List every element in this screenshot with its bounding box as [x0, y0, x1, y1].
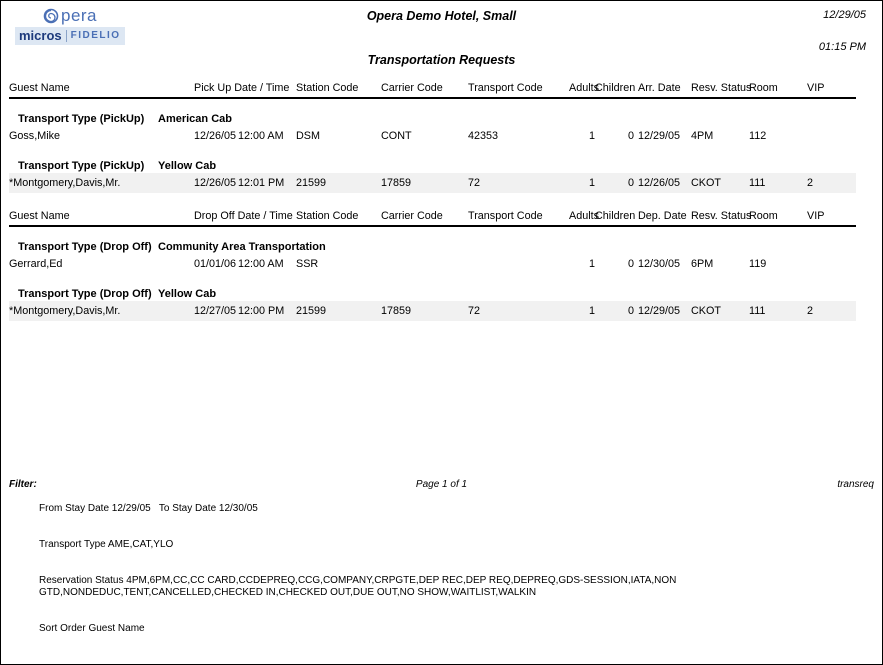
- dropoff-column-header-row: [9, 209, 856, 227]
- report-body: [1, 81, 882, 321]
- cell-date: 12/26/05: [194, 177, 237, 189]
- cell-time: 12:01 PM: [238, 177, 285, 189]
- table-row: [9, 254, 856, 274]
- print-date: 12/29/05: [823, 9, 866, 21]
- col-resv-status: Resv. Status: [691, 82, 752, 94]
- section-gap: [9, 193, 856, 209]
- cell-carrier: CONT: [381, 130, 412, 142]
- group-value: Community Area Transportation: [158, 241, 326, 253]
- cell-carrier: 17859: [381, 177, 412, 189]
- cell-adults: 1: [588, 177, 595, 189]
- cell-vip: 2: [807, 177, 814, 189]
- cell-resv-status: 6PM: [691, 258, 714, 270]
- cell-guest: *Montgomery,Davis,Mr.: [9, 305, 121, 317]
- col-vip: VIP: [807, 210, 825, 222]
- filter-transport-type: Transport Type AME,CAT,YLO: [39, 539, 174, 550]
- cell-resv-status: CKOT: [691, 305, 721, 317]
- group-header: [9, 283, 856, 300]
- cell-station: SSR: [296, 258, 319, 270]
- cell-station: 21599: [296, 305, 327, 317]
- cell-room: 112: [749, 130, 767, 142]
- hotel-name: Opera Demo Hotel, Small: [366, 9, 517, 23]
- cell-transport: 42353: [468, 130, 499, 142]
- report-footer: [1, 479, 882, 659]
- cell-guest: *Montgomery,Davis,Mr.: [9, 177, 121, 189]
- report-title: Transportation Requests: [367, 53, 516, 67]
- col-transport-code: Transport Code: [468, 82, 543, 94]
- group-value: American Cab: [158, 113, 232, 125]
- col-room: Room: [749, 210, 778, 222]
- cell-children: 0: [627, 130, 634, 142]
- filter-reservation-status: Reservation Status 4PM,6PM,CC,CC CARD,CCDEPREQ,CCG,COMPANY,CRPGTE,DEP REC,DEP REQ,DEPREQ,GDS-SESSION,IATA,NON GTD,NONDEDUC,TENT,CANCELLED,CHECKED IN,CHECKED OUT,DUE OUT,NO SHOW,WAITLIST,WALKIN: [39, 575, 680, 598]
- cell-transport: 72: [468, 305, 481, 317]
- micros-fidelio-wordmark: [15, 27, 125, 45]
- cell-station: 21599: [296, 177, 327, 189]
- col-children: Children: [595, 210, 636, 222]
- filter-stay-dates: From Stay Date 12/29/05 To Stay Date 12/30/05: [39, 503, 258, 514]
- col-transport-code: Transport Code: [468, 210, 543, 222]
- cell-time: 12:00 AM: [238, 130, 284, 142]
- cell-arr-date: 12/29/05: [638, 130, 681, 142]
- cell-date: 12/27/05: [194, 305, 237, 317]
- group-header: [9, 236, 856, 253]
- cell-carrier: 17859: [381, 305, 412, 317]
- cell-vip: 2: [807, 305, 814, 317]
- cell-room: 111: [749, 305, 766, 317]
- cell-arr-date: 12/26/05: [638, 177, 681, 189]
- cell-transport: 72: [468, 177, 481, 189]
- cell-station: DSM: [296, 130, 320, 142]
- cell-guest: Goss,Mike: [9, 130, 60, 142]
- cell-children: 0: [627, 305, 634, 317]
- group-label: Transport Type (PickUp): [18, 113, 145, 125]
- table-row: [9, 301, 856, 321]
- cell-time: 12:00 PM: [238, 305, 285, 317]
- group-label: Transport Type (PickUp): [18, 160, 145, 172]
- cell-resv-status: 4PM: [691, 130, 714, 142]
- group-value: Yellow Cab: [158, 288, 217, 300]
- cell-room: 111: [749, 177, 766, 189]
- table-row: [9, 126, 856, 146]
- col-dep-date: Dep. Date: [638, 210, 687, 222]
- col-vip: VIP: [807, 82, 825, 94]
- fidelio-logo-text: FIDELIO: [70, 30, 121, 41]
- filter-lines: [39, 479, 874, 659]
- col-adults: Adults: [569, 210, 600, 222]
- pickup-column-header-row: [9, 81, 856, 99]
- col-guest-name: Guest Name: [9, 210, 70, 222]
- cell-adults: 1: [588, 258, 595, 270]
- group-value: Yellow Cab: [158, 160, 217, 172]
- col-carrier-code: Carrier Code: [381, 82, 443, 94]
- col-pickup-datetime: Pick Up Date / Time: [194, 82, 290, 94]
- col-guest-name: Guest Name: [9, 82, 70, 94]
- col-dropoff-datetime: Drop Off Date / Time: [194, 210, 293, 222]
- cell-time: 12:00 AM: [238, 258, 284, 270]
- group-label: Transport Type (Drop Off): [18, 288, 152, 300]
- report-code: transreq: [837, 479, 874, 490]
- col-children: Children: [595, 82, 636, 94]
- group-label: Transport Type (Drop Off): [18, 241, 152, 253]
- cell-date: 12/26/05: [194, 130, 237, 142]
- cell-resv-status: CKOT: [691, 177, 721, 189]
- col-carrier-code: Carrier Code: [381, 210, 443, 222]
- cell-room: 119: [749, 258, 767, 270]
- cell-adults: 1: [588, 130, 595, 142]
- cell-dep-date: 12/30/05: [638, 258, 681, 270]
- page-number: Page 1 of 1: [415, 479, 468, 490]
- cell-children: 0: [627, 258, 634, 270]
- report-header: [1, 1, 882, 81]
- col-room: Room: [749, 82, 778, 94]
- logo-divider: [66, 30, 67, 42]
- opera-logo-text: pera: [60, 6, 98, 25]
- cell-date: 01/01/06: [194, 258, 237, 270]
- cell-children: 0: [627, 177, 634, 189]
- col-station-code: Station Code: [296, 210, 359, 222]
- micros-logo-text: micros: [19, 28, 62, 43]
- group-header: [9, 108, 856, 125]
- filter-label: Filter:: [9, 479, 37, 490]
- col-adults: Adults: [569, 82, 600, 94]
- table-row: [9, 173, 856, 193]
- group-header: [9, 155, 856, 172]
- col-resv-status: Resv. Status: [691, 210, 752, 222]
- cell-dep-date: 12/29/05: [638, 305, 681, 317]
- filter-sort-order: Sort Order Guest Name: [39, 623, 145, 634]
- col-arr-date: Arr. Date: [638, 82, 681, 94]
- print-time: 01:15 PM: [818, 41, 866, 53]
- cell-adults: 1: [588, 305, 595, 317]
- cell-guest: Gerrard,Ed: [9, 258, 63, 270]
- col-station-code: Station Code: [296, 82, 359, 94]
